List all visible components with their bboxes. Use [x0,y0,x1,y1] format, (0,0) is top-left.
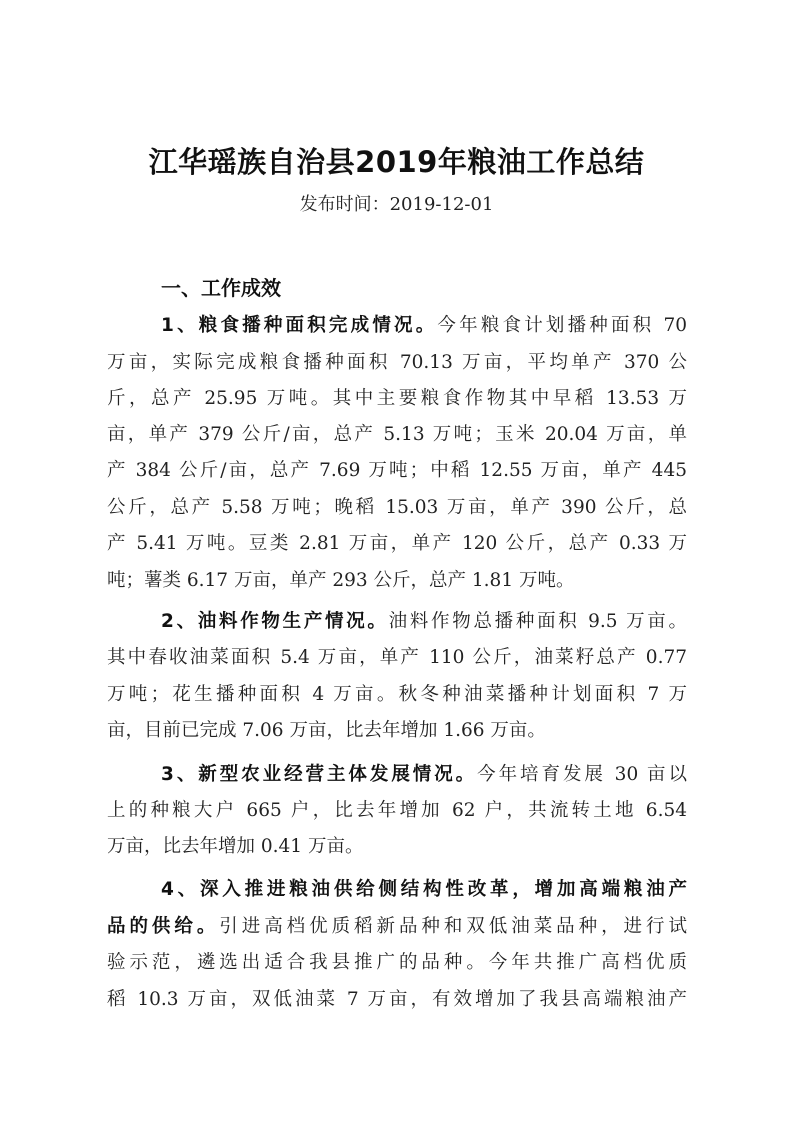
item-heading: 2、油料作物生产情况。 [161,611,389,632]
paragraph-line: 1、粮食播种面积完成情况。今年粮食计划播种面积 70 [161,315,687,336]
paragraph-line: 产 5.41 万吨。豆类 2.81 万亩，单产 120 公斤，总产 0.33 万 [107,533,687,554]
item-heading: 4、深入推进粮油供给侧结构性改革，增加高端粮油产 [161,879,687,900]
item-heading: 3、新型农业经营主体发展情况。 [161,764,478,785]
paragraph-line: 其中春收油菜面积 5.4 万亩，单产 110 公斤，油菜籽总产 0.77 [107,647,687,668]
paragraph-line: 上的种粮大户 665 户，比去年增加 62 户，共流转土地 6.54 [107,800,687,821]
publish-date: 发布时间：2019-12-01 [299,194,494,215]
paragraph-line: 亩，目前已完成 7.06 万亩，比去年增加 1.66 万亩。 [107,720,546,741]
paragraph-line: 万亩，实际完成粮食播种面积 70.13 万亩，平均单产 370 公 [107,352,687,373]
section-heading: 一、工作成效 [161,276,281,300]
paragraph-line: 亩，单产 379 公斤/亩，总产 5.13 万吨；玉米 20.04 万亩，单 [107,424,687,445]
paragraph-line: 3、新型农业经营主体发展情况。今年培育发展 30 亩以 [161,764,687,785]
paragraph-line: 验示范，遴选出适合我县推广的品种。今年共推广高档优质 [107,952,687,973]
paragraph-line: 万亩，比去年增加 0.41 万亩。 [107,836,364,857]
paragraph-line: 产 384 公斤/亩，总产 7.69 万吨；中稻 12.55 万亩，单产 445 [107,460,687,481]
document-title: 江华瑶族自治县2019年粮油工作总结 [148,145,645,179]
item-heading: 1、粮食播种面积完成情况。 [161,315,438,336]
item-heading-cont: 品的供给。 [107,916,220,937]
paragraph-line: 斤，总产 25.95 万吨。其中主要粮食作物其中早稻 13.53 万 [107,388,687,409]
paragraph-line: 吨；薯类 6.17 万亩，单产 293 公斤，总产 1.81 万吨。 [107,570,575,591]
paragraph-line: 2、油料作物生产情况。油料作物总播种面积 9.5 万亩。 [161,611,687,632]
paragraph-line: 万吨；花生播种面积 4 万亩。秋冬种油菜播种计划面积 7 万 [107,684,687,705]
paragraph-line: 公斤，总产 5.58 万吨；晚稻 15.03 万亩，单产 390 公斤，总 [107,497,687,518]
paragraph-line: 品的供给。引进高档优质稻新品种和双低油菜品种，进行试 [107,916,687,937]
paragraph-line: 稻 10.3 万亩，双低油菜 7 万亩，有效增加了我县高端粮油产 [107,989,687,1010]
